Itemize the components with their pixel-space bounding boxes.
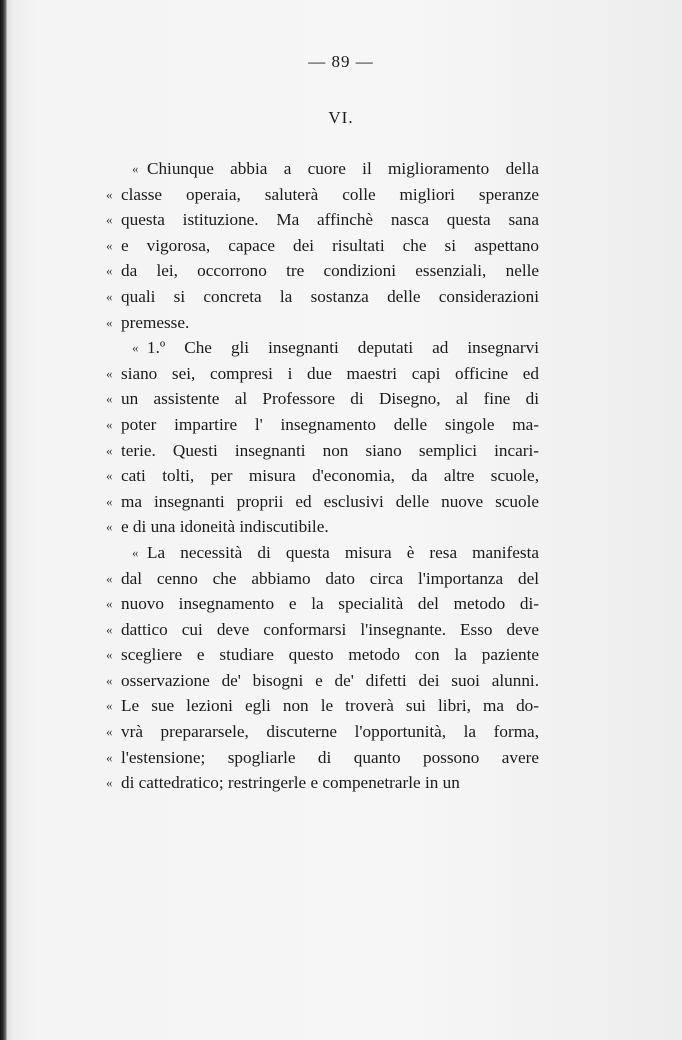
page-number: — 89 — bbox=[308, 52, 374, 71]
text-line bbox=[106, 770, 540, 796]
text-line bbox=[106, 540, 540, 566]
text-line bbox=[106, 310, 540, 336]
line-text: di cattedratico; restringerle e compenetrarle in un bbox=[121, 773, 460, 793]
quote-mark: « bbox=[106, 519, 113, 535]
line-text: e di una idoneità indiscutibile. bbox=[121, 517, 329, 537]
text-line bbox=[106, 566, 540, 592]
quote-mark: « bbox=[106, 468, 113, 484]
quote-mark: « bbox=[106, 314, 113, 330]
line-text: quali si concreta la sostanza delle considerazioni bbox=[121, 286, 539, 306]
page-binding-edge bbox=[0, 0, 7, 1040]
line-text: La necessità di questa misura è resa manifesta bbox=[147, 542, 539, 562]
line-text: dal cenno che abbiamo dato circa l'importanza del bbox=[121, 568, 539, 588]
quote-mark: « bbox=[106, 724, 113, 740]
chapter-heading: VI. bbox=[328, 108, 354, 127]
line-text: l'estensione; spogliarle di quanto possono avere bbox=[121, 747, 539, 767]
line-text: ma insegnanti proprii ed esclusivi delle nuove scuole bbox=[121, 491, 539, 511]
line-text: Chiunque abbia a cuore il miglioramento della bbox=[147, 159, 539, 178]
quote-mark: « bbox=[106, 570, 113, 586]
quote-mark: « bbox=[106, 749, 113, 765]
quote-mark: « bbox=[132, 544, 139, 560]
text-line bbox=[106, 258, 540, 284]
line-text: osservazione de' bisogni e de' difetti dei suoi alunni. bbox=[121, 670, 539, 690]
quote-mark: « bbox=[106, 672, 113, 688]
quote-mark: « bbox=[106, 263, 113, 279]
quote-mark: « bbox=[106, 212, 113, 228]
text-line bbox=[106, 514, 540, 540]
line-text: e vigorosa, capace dei risultati che si aspettano bbox=[121, 235, 539, 255]
text-line bbox=[106, 207, 540, 233]
text-line bbox=[106, 668, 540, 694]
body-text bbox=[106, 156, 540, 796]
line-text: classe operaia, saluterà colle migliori speranze bbox=[121, 184, 539, 204]
text-line bbox=[106, 386, 540, 412]
line-text: dattico cui deve conformarsi l'insegnante. Esso deve bbox=[121, 619, 539, 639]
quote-mark: « bbox=[106, 621, 113, 637]
text-line bbox=[106, 182, 540, 208]
quote-mark: « bbox=[106, 288, 113, 304]
text-line bbox=[106, 617, 540, 643]
line-text: 1.º Che gli insegnanti deputati ad insegnarvi bbox=[147, 338, 539, 358]
text-line bbox=[106, 489, 540, 515]
quote-mark: « bbox=[106, 365, 113, 381]
text-line bbox=[106, 642, 540, 668]
line-text: cati tolti, per misura d'economia, da altre scuole, bbox=[121, 466, 539, 486]
quote-mark: « bbox=[132, 161, 139, 176]
line-text: questa istituzione. Ma affinchè nasca questa sana bbox=[121, 210, 539, 230]
quote-mark: « bbox=[106, 596, 113, 612]
text-line bbox=[106, 156, 540, 182]
text-line bbox=[106, 284, 540, 310]
quote-mark: « bbox=[106, 391, 113, 407]
line-text: vrà prepararsele, discuterne l'opportunità, la forma, bbox=[121, 722, 539, 742]
line-text: nuovo insegnamento e la specialità del metodo di- bbox=[121, 594, 539, 614]
text-line bbox=[106, 361, 540, 387]
text-line bbox=[106, 233, 540, 259]
line-text: premesse. bbox=[121, 312, 190, 332]
quote-mark: « bbox=[106, 416, 113, 432]
quote-mark: « bbox=[106, 775, 113, 791]
quote-mark: « bbox=[106, 442, 113, 458]
text-line bbox=[106, 335, 540, 361]
line-text: un assistente al Professore di Disegno, al fine di bbox=[121, 389, 539, 409]
quote-mark: « bbox=[106, 647, 113, 663]
quote-mark: « bbox=[106, 493, 113, 509]
quote-mark: « bbox=[106, 698, 113, 714]
quote-mark: « bbox=[132, 340, 139, 356]
text-line bbox=[106, 591, 540, 617]
text-line bbox=[106, 463, 540, 489]
line-text: poter impartire l' insegnamento delle singole ma- bbox=[121, 414, 539, 434]
text-line bbox=[106, 693, 540, 719]
quote-mark: « bbox=[106, 186, 113, 202]
text-line bbox=[106, 745, 540, 771]
line-text: da lei, occorrono tre condizioni essenziali, nelle bbox=[121, 261, 539, 281]
line-text: Le sue lezioni egli non le troverà sui libri, ma do- bbox=[121, 696, 539, 716]
text-line bbox=[106, 719, 540, 745]
line-text: terie. Questi insegnanti non siano semplici incari- bbox=[121, 440, 539, 460]
text-line bbox=[106, 412, 540, 438]
line-text: siano sei, compresi i due maestri capi officine ed bbox=[121, 363, 539, 383]
quote-mark: « bbox=[106, 237, 113, 253]
line-text: scegliere e studiare questo metodo con la paziente bbox=[121, 645, 539, 665]
text-line bbox=[106, 438, 540, 464]
